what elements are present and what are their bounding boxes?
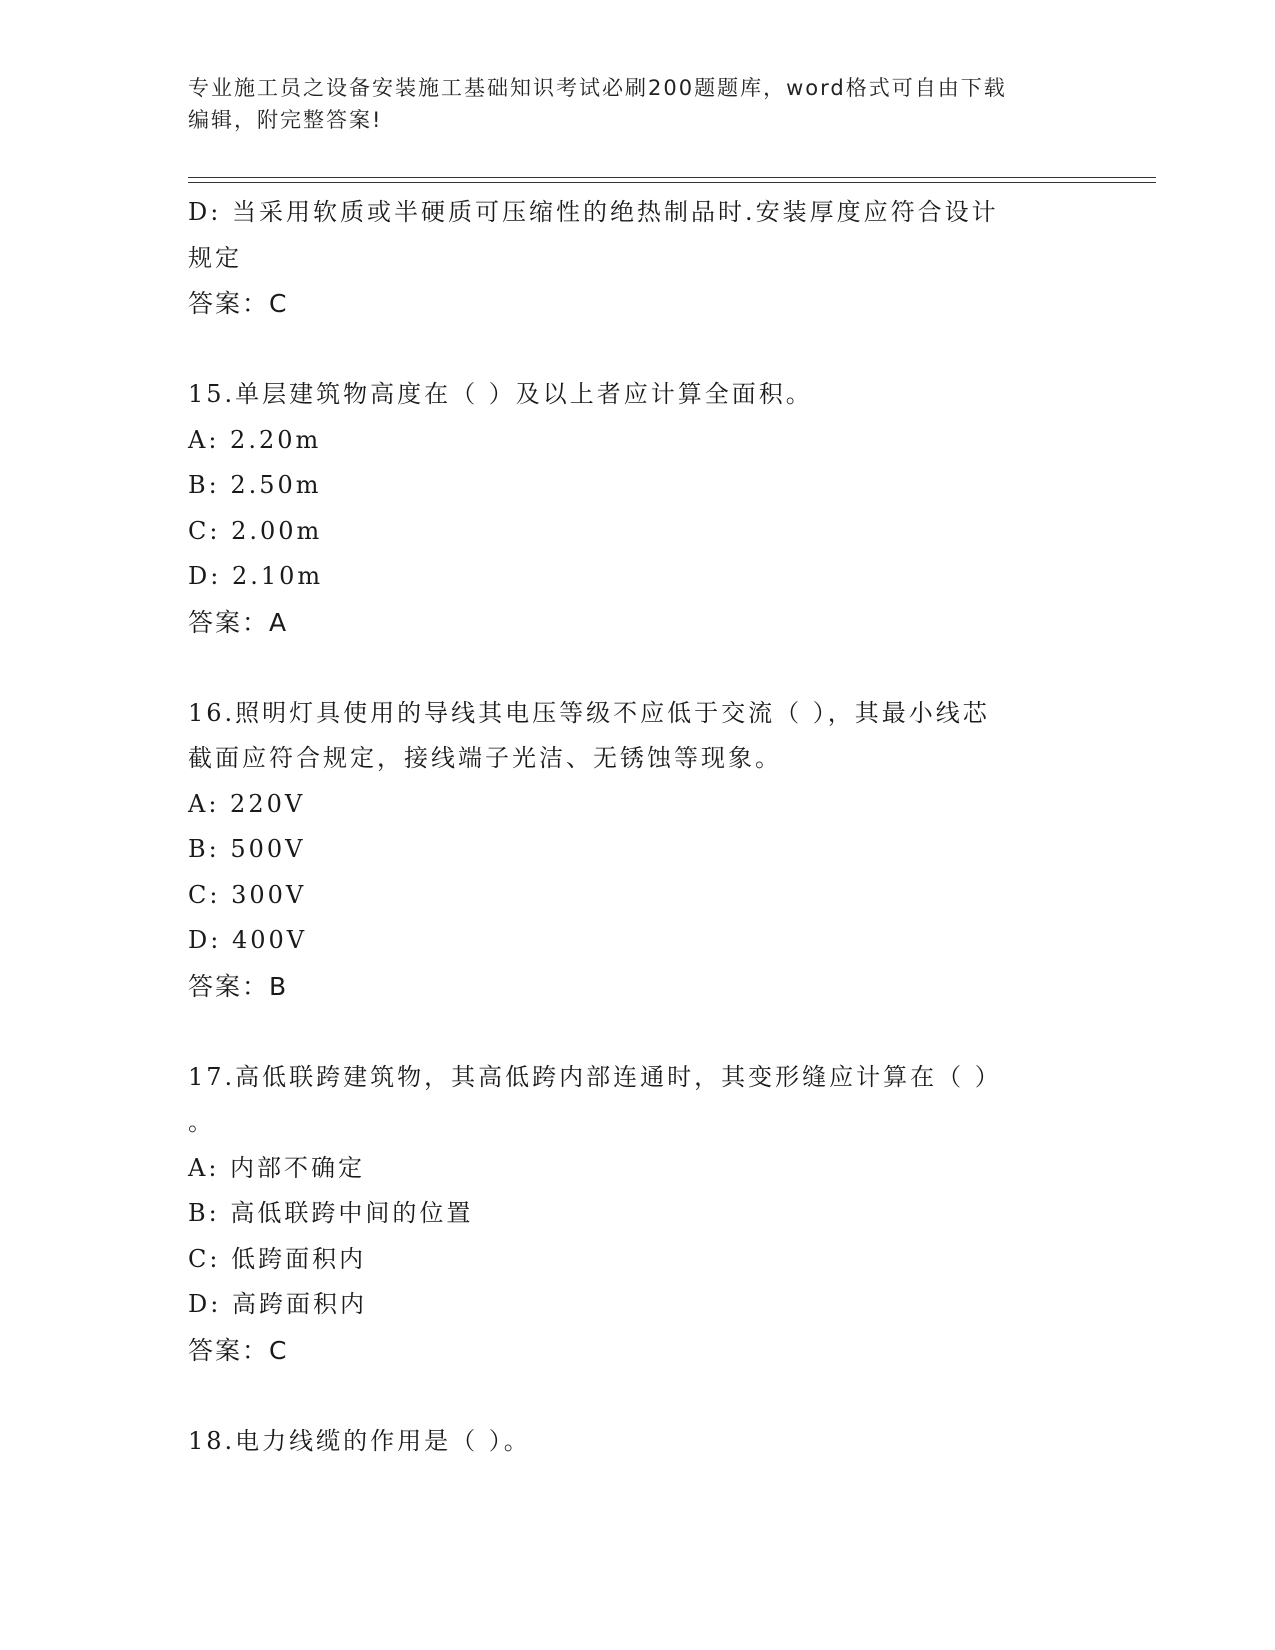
question-content (188, 190, 1068, 1464)
option-a: A: 内部不确定 (188, 1153, 366, 1182)
spacer (188, 327, 1068, 373)
option-d: D: 400V (188, 926, 308, 954)
prev-answer: 答案：C (188, 289, 289, 318)
question-17 (188, 1055, 1068, 1374)
prev-option-d-line-2: 规定 (188, 243, 242, 272)
document-header (188, 72, 1068, 136)
spacer (188, 1373, 1068, 1419)
option-a: A: 2.20m (188, 425, 322, 454)
prev-option-d-line-1: D: 当采用软质或半硬质可压缩性的绝热制品时.安装厚度应符合设计 (188, 198, 999, 226)
answer: 答案：B (188, 971, 289, 1001)
header-divider-top (188, 177, 1156, 178)
option-b: B: 高低联跨中间的位置 (188, 1199, 474, 1227)
question-stem: 18.电力线缆的作用是（ ）。 (188, 1426, 531, 1455)
question-stem: 15.单层建筑物高度在（ ）及以上者应计算全面积。 (188, 380, 813, 408)
question-16 (188, 691, 1068, 1010)
question-stem-line-2: 截面应符合规定，接线端子光洁、无锈蚀等现象。 (188, 744, 782, 772)
question-stem-line-1: 17.高低联跨建筑物，其高低跨内部连通时，其变形缝应计算在（ ） (188, 1062, 1002, 1091)
spacer (188, 645, 1068, 691)
option-b: B: 500V (188, 835, 306, 863)
header-divider-bottom (188, 182, 1156, 183)
option-c: C: 2.00m (188, 516, 323, 545)
answer: 答案：C (188, 1335, 289, 1365)
option-d: D: 高跨面积内 (188, 1290, 367, 1318)
question-stem-line-2: 。 (188, 1108, 215, 1136)
spacer (188, 1009, 1068, 1055)
answer: 答案：A (188, 607, 289, 637)
option-c: C: 低跨面积内 (188, 1244, 367, 1273)
question-15 (188, 372, 1068, 645)
option-c: C: 300V (188, 880, 307, 909)
header-line-1: 专业施工员之设备安装施工基础知识考试必刷200题题库，word格式可自由下载 (188, 76, 1007, 100)
question-18 (188, 1419, 1068, 1465)
question-stem-line-1: 16.照明灯具使用的导线其电压等级不应低于交流（ ），其最小线芯 (188, 698, 990, 727)
header-line-2: 编辑，附完整答案! (188, 108, 383, 132)
option-d: D: 2.10m (188, 562, 324, 590)
option-b: B: 2.50m (188, 471, 322, 499)
option-a: A: 220V (188, 789, 306, 818)
